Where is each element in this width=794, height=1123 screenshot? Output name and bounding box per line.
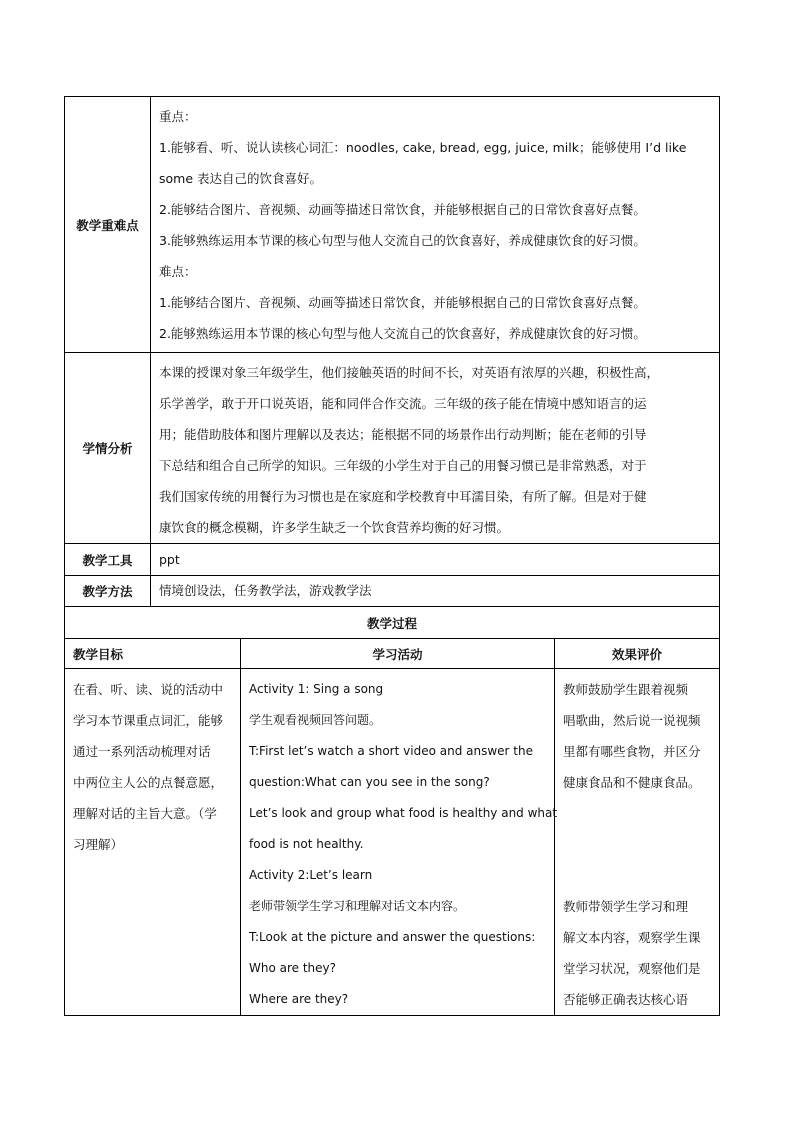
goal-line: 中两位主人公的点餐意愿， (73, 775, 224, 790)
header-evaluation: 效果评价 (555, 639, 720, 669)
activity-line: 学生观看视频回答问题。 (249, 713, 382, 727)
student-analysis-line: 用；能借助肢体和图片理解以及表达；能根据不同的场景作出行动判断；能在老师的引导 (159, 427, 647, 442)
evaluation-line: 里都有哪些食物，并区分 (563, 744, 701, 759)
evaluation-spacer (563, 798, 713, 891)
activity-line: Activity 2:Let’s learn (249, 868, 373, 882)
tools-label: 教学工具 (65, 544, 151, 576)
row-process-headers (65, 639, 720, 669)
student-analysis-content (151, 353, 720, 544)
key-points-line: 难点： (159, 264, 197, 279)
row-methods (65, 576, 720, 607)
activity-line: Activity 1: Sing a song (249, 682, 384, 696)
activity-line: question:What can you see in the song? (249, 775, 490, 789)
student-analysis-line: 我们国家传统的用餐行为习惯也是在家庭和学校教育中耳濡目染，有所了解。但是对于健 (159, 489, 647, 504)
student-analysis-line: 康饮食的概念模糊，许多学生缺乏一个饮食营养均衡的好习惯。 (159, 520, 510, 535)
key-points-line: 2.能够熟练运用本节课的核心句型与他人交流自己的饮食喜好，养成健康饮食的好习惯。 (159, 326, 646, 341)
row-key-points (65, 97, 720, 353)
methods-value: 情境创设法，任务教学法，游戏教学法 (151, 576, 720, 607)
lesson-plan-table (64, 96, 719, 1016)
evaluation-line: 堂学习状况，观察他们是 (563, 961, 701, 976)
goal-line: 通过一系列活动梳理对话 (73, 744, 211, 759)
header-goal: 教学目标 (65, 639, 241, 669)
key-points-content (151, 97, 720, 353)
activity-line: Let’s look and group what food is healthy and what (249, 806, 558, 820)
evaluation-line: 健康食品和不健康食品。 (563, 775, 701, 790)
activity-line: T:First let’s watch a short video and answer the (249, 744, 533, 758)
activity-line: Where are they? (249, 992, 349, 1006)
goal-line: 习理解） (73, 837, 124, 852)
activity-line: food is not healthy. (249, 837, 364, 851)
key-points-line: 1.能够看、听、说认读核心词汇：noodles, cake, bread, egg, juice, milk；能够使用 I’d like (159, 140, 687, 155)
process-title: 教学过程 (65, 607, 720, 639)
activity-cell (241, 669, 558, 1016)
key-points-line: 2.能够结合图片、音视频、动画等描述日常饮食，并能够根据自己的日常饮食喜好点餐。 (159, 202, 646, 217)
key-points-line: 3.能够熟练运用本节课的核心句型与他人交流自己的饮食喜好，养成健康饮食的好习惯。 (159, 233, 646, 248)
goal-line: 学习本节课重点词汇，能够 (73, 713, 224, 728)
row-process-body (65, 669, 720, 1016)
header-activity: 学习活动 (241, 639, 555, 669)
evaluation-line: 否能够正确表达核心语 (563, 992, 689, 1007)
key-points-line: 1.能够结合图片、音视频、动画等描述日常饮食，并能够根据自己的日常饮食喜好点餐。 (159, 295, 646, 310)
methods-label: 教学方法 (65, 576, 151, 607)
evaluation-line: 唱歌曲，然后说一说视频 (563, 713, 701, 728)
row-tools (65, 544, 720, 576)
activity-line: 老师带领学生学习和理解对话文本内容。 (249, 899, 466, 913)
evaluation-line: 教师鼓励学生跟着视频 (563, 682, 689, 697)
tools-value: ppt (151, 544, 720, 576)
student-analysis-label: 学情分析 (65, 353, 151, 544)
goal-cell (65, 669, 241, 1016)
key-points-line: 重点： (159, 109, 197, 124)
evaluation-line: 解文本内容，观察学生课 (563, 930, 701, 945)
key-points-line: some 表达自己的饮食喜好。 (159, 171, 323, 186)
goal-line: 在看、听、读、说的活动中 (73, 682, 224, 697)
student-analysis-line: 下总结和组合自己所学的知识。三年级的小学生对于自己的用餐习惯已是非常熟悉，对于 (159, 458, 647, 473)
student-analysis-line: 本课的授课对象三年级学生，他们接触英语的时间不长，对英语有浓厚的兴趣，积极性高， (159, 365, 660, 380)
row-student-analysis (65, 353, 720, 544)
row-process-title (65, 607, 720, 639)
activity-line: T:Look at the picture and answer the questions: (249, 930, 536, 944)
evaluation-cell (555, 669, 720, 1016)
goal-line: 理解对话的主旨大意。（学 (73, 806, 217, 821)
student-analysis-line: 乐学善学，敢于开口说英语，能和同伴合作交流。三年级的孩子能在情境中感知语言的运 (159, 396, 647, 411)
key-points-label: 教学重难点 (65, 97, 151, 353)
evaluation-line: 教师带领学生学习和理 (563, 899, 689, 914)
activity-line: Who are they? (249, 961, 337, 975)
